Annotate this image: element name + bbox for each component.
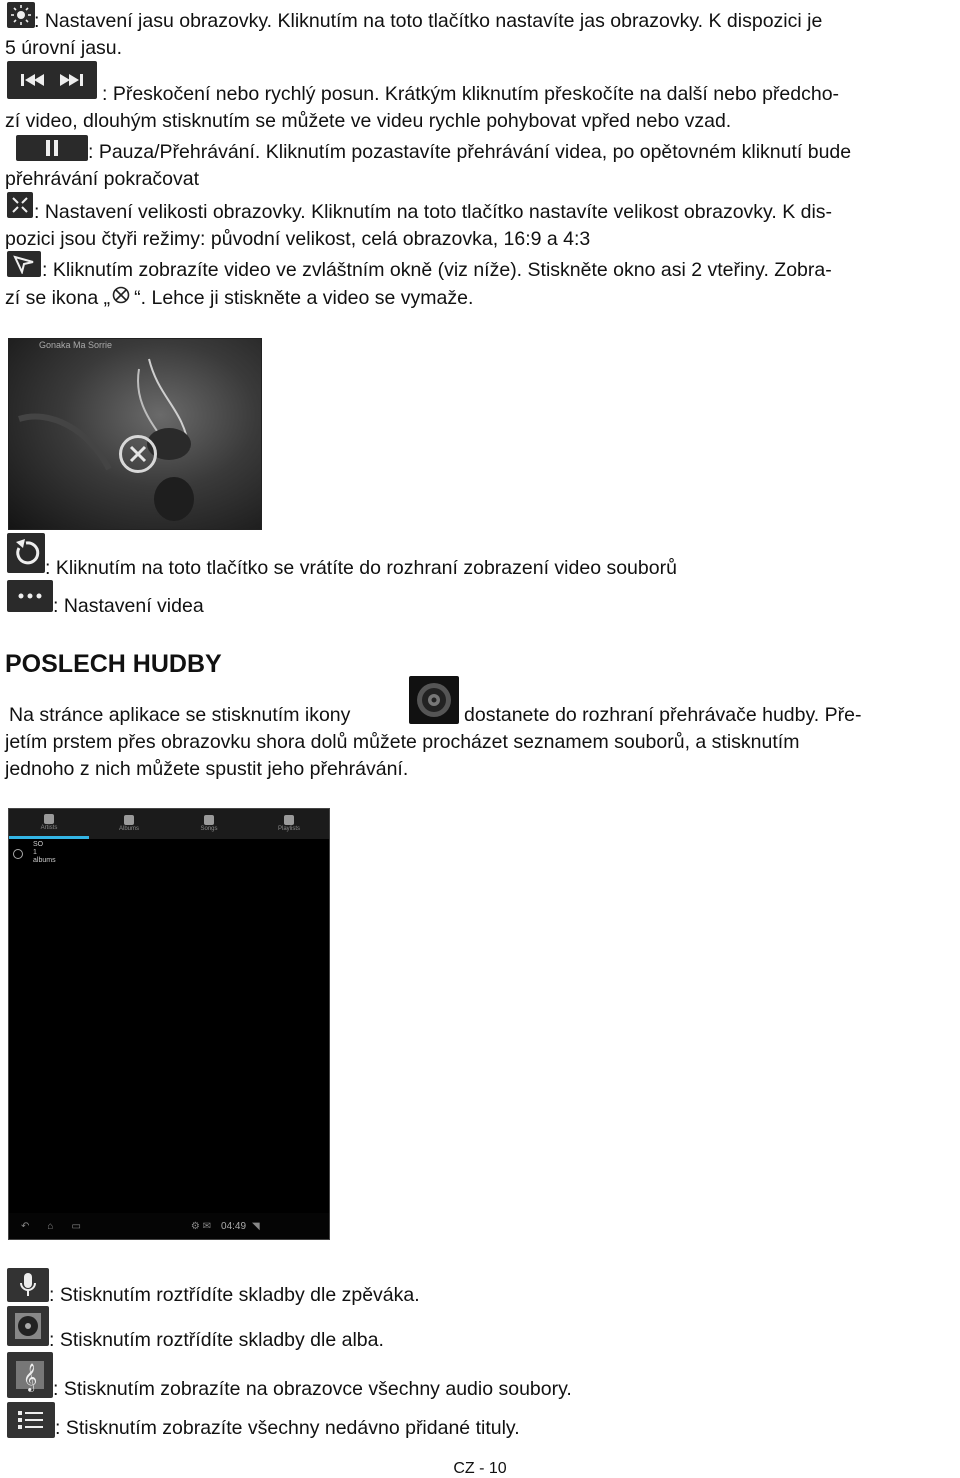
recent-added-desc: : Stisknutím zobrazíte všechny nedávno přidané tituly. [55,1417,520,1439]
pause-icon [16,135,88,161]
albums-tab-icon [124,815,134,825]
album-icon [7,1306,49,1346]
music-para-line3: jednoho z nich můžete spustit jeho přehrávání. [5,758,409,780]
songs-tab-icon [204,815,214,825]
microphone-icon [7,1268,49,1302]
pause-desc: : Pauza/Přehrávání. Kliknutím pozastavíte přehrávání videa, po opětovném kliknutí bude [88,141,852,163]
music-para-line1b: dostanete do rozhraní přehrávače hudby. Pře- [464,704,862,726]
menu-dots-icon [7,580,53,612]
album-sort-desc: : Stisknutím roztřídíte skladby dle alba. [49,1329,384,1351]
expand-icon [13,849,23,859]
music-app-screenshot [8,808,330,1240]
list-item-title: SO [33,841,44,848]
tab-artists-label: Artists [40,824,58,831]
speaker-icon [409,676,459,724]
tab-albums[interactable] [89,809,169,839]
music-note-icon [7,1352,53,1398]
brightness-desc: : Nastavení jasu obrazovky. Kliknutím na toto tlačítko nastavíte jas obrazovky. K dispozici je [34,10,823,32]
close-overlay-icon[interactable] [119,435,157,473]
skip-desc: : Přeskočení nebo rychlý posun. Krátkým kliknutím přeskočíte na další nebo předcho- [102,83,840,105]
clock: 04:49 [221,1220,247,1232]
list-icon [7,1402,55,1438]
artists-tab-icon [44,814,54,824]
window-desc: : Kliknutím zobrazíte video ve zvláštním okně (viz níže). Stiskněte okno asi 2 vteřiny. Zobra- [42,259,832,281]
window-desc-part2: “. Lehce ji stiskněte a video se vymaže. [134,287,474,309]
skip-icon [7,61,97,99]
back-nav-icon[interactable]: ↶ [21,1220,30,1232]
home-nav-icon[interactable]: ⌂ [47,1220,54,1232]
brightness-icon [7,2,35,28]
tab-songs[interactable] [169,809,249,839]
tab-playlists[interactable] [249,809,329,839]
video-window-screenshot [8,338,262,530]
window-desc-part1: zí se ikona „ [5,287,111,309]
screen-size-desc-cont: pozici jsou čtyři režimy: původní velikost, celá obrazovka, 16:9 a 4:3 [5,228,591,250]
skip-desc-cont: zí video, dlouhým stisknutím se můžete ve videu rychle pohybovat vpřed nebo vzad. [5,110,732,132]
svg-text:𝄞: 𝄞 [23,1363,38,1391]
artist-sort-desc: : Stisknutím roztřídíte skladby dle zpěváka. [49,1284,420,1306]
back-icon [7,533,45,573]
music-para-line1a: Na stránce aplikace se stisknutím ikony [9,704,351,726]
screen-size-icon [7,192,33,218]
list-item[interactable] [13,841,56,864]
recent-apps-icon[interactable]: ▭ [71,1220,81,1232]
music-para-line2: jetím prstem přes obrazovku shora dolů můžete procházet seznamem souborů, a stisknutím [5,731,800,753]
back-desc: : Kliknutím na toto tlačítko se vrátíte do rozhraní zobrazení video souborů [45,557,677,579]
tab-playlists-label: Playlists [277,826,300,832]
wifi-icon: ◥ [252,1220,260,1232]
status-icons: ⚙ ✉ [190,1220,212,1232]
tab-artists[interactable] [9,809,89,839]
pause-desc-cont: přehrávání pokračovat [5,168,200,190]
playlists-tab-icon [284,815,294,825]
system-bar [9,1213,329,1239]
tab-albums-label: Albums [118,826,139,832]
window-icon [7,251,41,277]
music-tabs [9,809,329,839]
window-desc-cont [5,286,473,310]
video-caption: Gonaka Ma Sorrie [39,340,113,350]
section-heading: POSLECH HUDBY [5,650,222,678]
tab-songs-label: Songs [200,826,218,832]
video-settings-desc: : Nastavení videa [53,595,204,617]
close-circle-icon [110,286,134,306]
brightness-desc-cont: 5 úrovní jasu. [5,37,123,59]
screen-size-desc: : Nastavení velikosti obrazovky. Kliknutím na toto tlačítko nastavíte velikost obrazovky. K dis- [34,201,833,223]
page-number: CZ - 10 [453,1460,507,1477]
list-item-subtitle: 1 albums [33,849,56,864]
all-audio-desc: : Stisknutím zobrazíte na obrazovce všechny audio soubory. [53,1378,572,1400]
